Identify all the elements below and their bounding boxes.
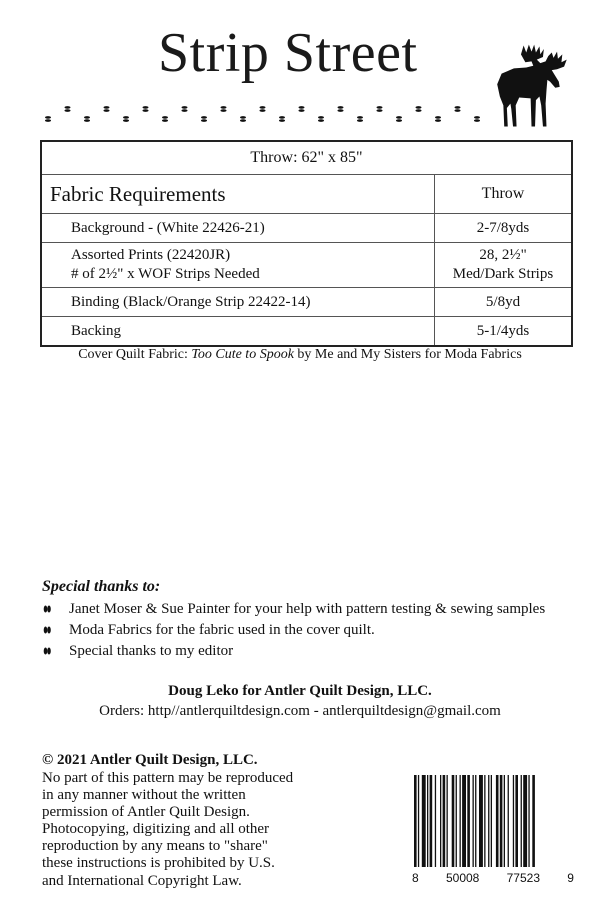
list-item [42,599,545,620]
fabric-item-label: Background - (White 22426-21) [71,219,265,236]
cover-suffix: by Me and My Sisters for Moda Fabrics [293,347,522,362]
fabric-item-note: # of 2½" x WOF Strips Needed [71,266,260,282]
table-row [41,317,572,347]
fabric-quantity: 2-7/8yds [435,214,573,243]
thanks-item: Moda Fabrics for the fabric used in the cover quilt. [69,622,375,638]
hoof-print-icon [42,645,69,659]
rights-line: and International Copyright Law. [42,872,242,889]
rights-line: reproduction by any means to "share" [42,838,268,855]
hoof-print-icon [377,106,383,112]
hoof-print-icon [104,106,110,112]
moose-icon [484,42,572,130]
orders-line: Orders: http//antlerquiltdesign.com - antlerquiltdesign@gmail.com [99,703,501,719]
fabric-item-label: Backing [71,322,121,339]
barcode-digits [410,871,576,885]
fabric-item [41,288,435,317]
thanks-list [42,599,545,662]
hoof-print-icon [240,116,246,122]
list-item [42,620,545,641]
hoof-print-icon [221,106,227,112]
fabric-quantity-value: 28, 2½" [479,247,527,263]
fabric-item [41,317,435,347]
page-title: Strip Street [158,22,418,84]
author-line: Doug Leko for Antler Quilt Design, LLC. [168,683,432,699]
hoof-print-icon [45,116,51,122]
cover-fabric-note [0,347,600,363]
fabric-quantity-note: Med/Dark Strips [452,266,554,282]
table-row [41,243,572,288]
hoof-print-icon [299,106,305,112]
barcode-digit-group: 9 [567,871,574,885]
hoof-print-icon [455,106,461,112]
hoof-print-icon [396,116,402,122]
barcode-digit-group: 8 [412,871,419,885]
cover-fabric-name: Too Cute to Spook [191,347,294,362]
fabric-item [41,214,435,243]
list-item [42,641,545,662]
hoof-print-icon [260,106,266,112]
hoof-print-trail [40,95,490,130]
rights-line: permission of Antler Quilt Design. [42,804,250,821]
hoof-print-icon [416,106,422,112]
hoof-print-icon [474,116,480,122]
hoof-print-icon [338,106,344,112]
hoof-print-icon [182,106,188,112]
rights-line: in any manner without the written [42,787,246,804]
barcode-digit-group: 77523 [506,871,540,885]
hoof-print-icon [435,116,441,122]
hoof-print-icon [65,106,71,112]
throw-size-row [41,141,572,175]
hoof-print-icon [357,116,363,122]
barcode-digit-group: 50008 [445,871,480,885]
fabric-quantity: 5/8yd [435,288,573,317]
rights-line: No part of this pattern may be reproduced [42,770,294,786]
thanks-item: Janet Moser & Sue Painter for your help with pattern testing & sewing samples [69,601,546,617]
hoof-print-icon [42,603,69,617]
throw-column-header: Throw [435,175,573,214]
hoof-print-icon [201,116,207,122]
barcode [410,775,576,887]
fabric-item [41,243,435,288]
table-header-row [41,175,572,214]
table-row [41,214,572,243]
thanks-heading: Special thanks to: [42,578,161,595]
cover-prefix: Cover Quilt Fabric: [78,347,192,362]
fabric-requirements-table [40,140,573,347]
rights-line: Photocopying, digitizing and all other [42,821,270,838]
fabric-quantity: 5-1/4yds [435,317,573,347]
rights-notice [42,770,342,890]
fabric-quantity [435,243,573,288]
fabric-requirements-heading: Fabric Requirements [41,175,435,214]
hoof-print-icon [162,116,168,122]
fabric-item-label: Binding (Black/Orange Strip 22422-14) [71,293,311,310]
hoof-print-icon [318,116,324,122]
fabric-item-label: Assorted Prints (22420JR) [71,247,231,263]
thanks-item: Special thanks to my editor [69,643,234,659]
rights-line: these instructions is prohibited by U.S. [42,855,275,872]
copyright-line: © 2021 Antler Quilt Design, LLC. [42,752,258,768]
hoof-print-icon [84,116,90,122]
hoof-print-icon [143,106,149,112]
throw-size: Throw: 62" x 85" [41,141,572,175]
hoof-print-icon [279,116,285,122]
hoof-print-icon [42,624,69,638]
hoof-print-icon [123,116,129,122]
table-row [41,288,572,317]
barcode-bars [410,775,576,871]
